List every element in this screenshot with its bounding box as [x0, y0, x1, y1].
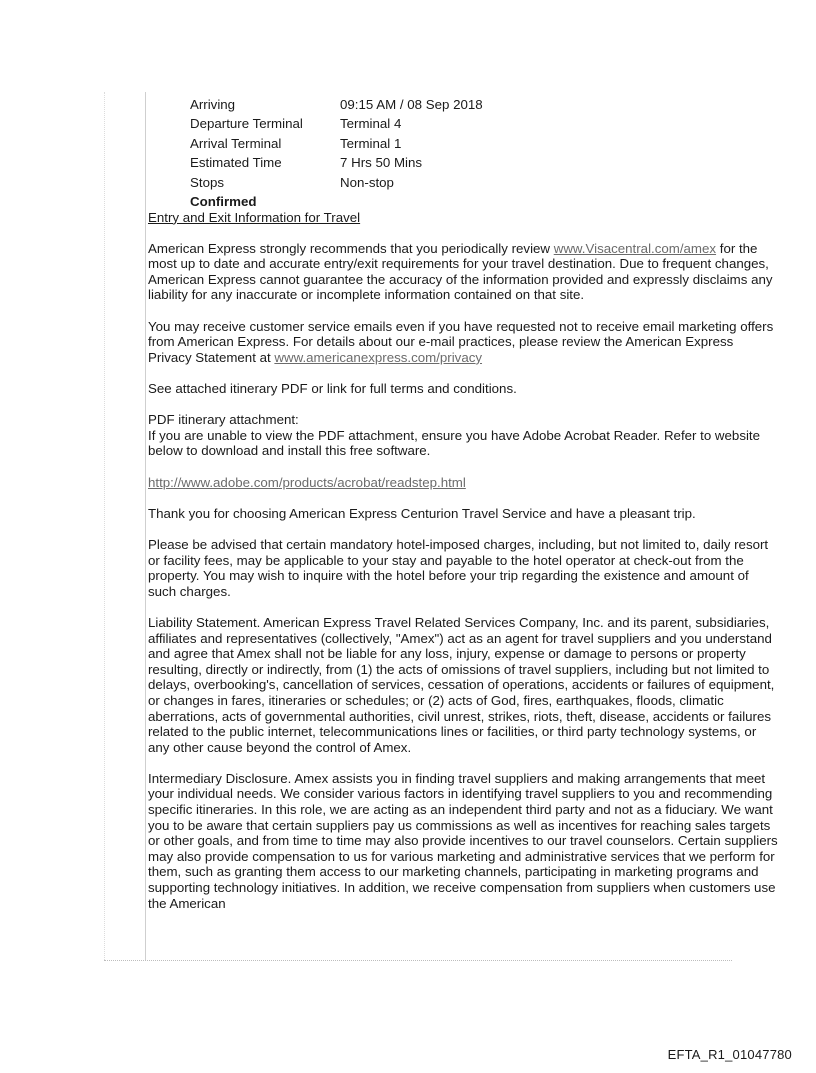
frame-bottom-border	[104, 960, 732, 961]
terms-paragraph: See attached itinerary PDF or link for full terms and conditions.	[148, 381, 517, 397]
flight-detail-row	[190, 115, 483, 135]
frame-outer-border	[104, 92, 105, 960]
flight-detail-row	[190, 173, 483, 193]
booking-status: Confirmed	[190, 193, 257, 209]
flight-detail-row	[190, 154, 483, 174]
email-practices-text: You may receive customer service emails even if you have requested not to receive email marketing offers from American Express. For details about our e-mail practices, please review the American Express Privacy Statement at	[148, 318, 774, 365]
document-id: EFTA_R1_01047780	[667, 1047, 792, 1062]
pdf-attachment-heading: PDF itinerary attachment:	[148, 412, 299, 428]
email-practices-paragraph	[148, 319, 778, 366]
visacentral-paragraph	[148, 241, 778, 303]
privacy-link[interactable]: www.americanexpress.com/privacy	[274, 349, 483, 365]
flight-detail-label: Estimated Time	[190, 155, 282, 171]
flight-detail-value: Non-stop	[340, 174, 394, 190]
entry-exit-title: Entry and Exit Information for Travel	[148, 209, 361, 225]
flight-details-table	[190, 95, 483, 193]
intermediary-paragraph: Intermediary Disclosure. Amex assists you in finding travel suppliers and making arrangements that meet your individual needs. We consider various factors in identifying travel suppliers to you and recommending specific itineraries. In this role, we are acting as an independent third party and not as a fiduciary. We want you to be aware that certain suppliers pay us commissions as well as incentives for reaching sales targets or other goals, and from time to time may also provide incentives to our travel counselors. Certain suppliers may also provide compensation to us for various marketing and administrative services that we perform for them, such as granting them access to our marketing channels, participating in marketing programs and supporting technology initiatives. In addition, we receive compensation from suppliers when customers use the American	[148, 770, 778, 911]
flight-detail-row	[190, 95, 483, 115]
hotel-charges-paragraph: Please be advised that certain mandatory hotel-imposed charges, including, but not limited to, daily resort or facility fees, may be applicable to your stay and payable to the hotel operator at check-out from the property. You may wish to inquire with the hotel before your trip regarding the existence and amount of such charges.	[148, 536, 769, 599]
liability-paragraph: Liability Statement. American Express Travel Related Services Company, Inc. and its parent, subsidiaries, affiliates and representatives (collectively, "Amex") act as an agent for travel suppliers and you understand and agree that Amex shall not be liable for any loss, injury, expense or damage to persons or property resulting, directly or indirectly, from (1) the acts of omissions of travel suppliers, including but not limited to delays, overbooking's, cancellation of services, cessation of operations, accidents or failures of equipment, or changes in fares, itineraries or schedules; or (2) acts of God, fires, earthquakes, floods, climatic aberrations, acts of governmental authorities, civil unrest, strikes, riots, theft, disease, accidents or failures related to the public internet, telecommunications lines or facilities, or third party technology systems, or any other cause beyond the control of Amex.	[148, 614, 775, 755]
flight-detail-value: Terminal 4	[340, 116, 402, 132]
pdf-attachment-text: If you are unable to view the PDF attachment, ensure you have Adobe Acrobat Reader. Refer to website below to download and install this free software.	[148, 427, 761, 459]
visacentral-link[interactable]: www.Visacentral.com/amex	[553, 240, 717, 256]
flight-detail-row	[190, 134, 483, 154]
thanks-paragraph: Thank you for choosing American Express Centurion Travel Service and have a pleasant trip.	[148, 505, 696, 521]
adobe-link[interactable]: http://www.adobe.com/products/acrobat/readstep.html	[148, 474, 466, 490]
flight-detail-label: Arriving	[190, 96, 236, 112]
flight-detail-value: Terminal 1	[340, 135, 402, 151]
email-body	[148, 95, 778, 911]
flight-detail-label: Stops	[190, 174, 225, 190]
flight-detail-label: Departure Terminal	[190, 116, 303, 132]
visacentral-text-before: American Express strongly recommends that you periodically review	[148, 240, 554, 256]
flight-detail-value: 7 Hrs 50 Mins	[340, 155, 423, 171]
pdf-attachment-paragraph	[148, 412, 778, 459]
flight-detail-label: Arrival Terminal	[190, 135, 282, 151]
adobe-paragraph	[148, 475, 778, 491]
visacentral-text-after: for the most up to date and accurate entry/exit requirements for your travel destination. Due to frequent changes, American Express cannot guarantee the accuracy of the information provided and expressly disclaims any liability for any inaccurate or incomplete information contained on that site.	[148, 240, 773, 303]
flight-detail-value: 09:15 AM / 08 Sep 2018	[340, 96, 483, 112]
frame-inner-border	[145, 92, 146, 960]
